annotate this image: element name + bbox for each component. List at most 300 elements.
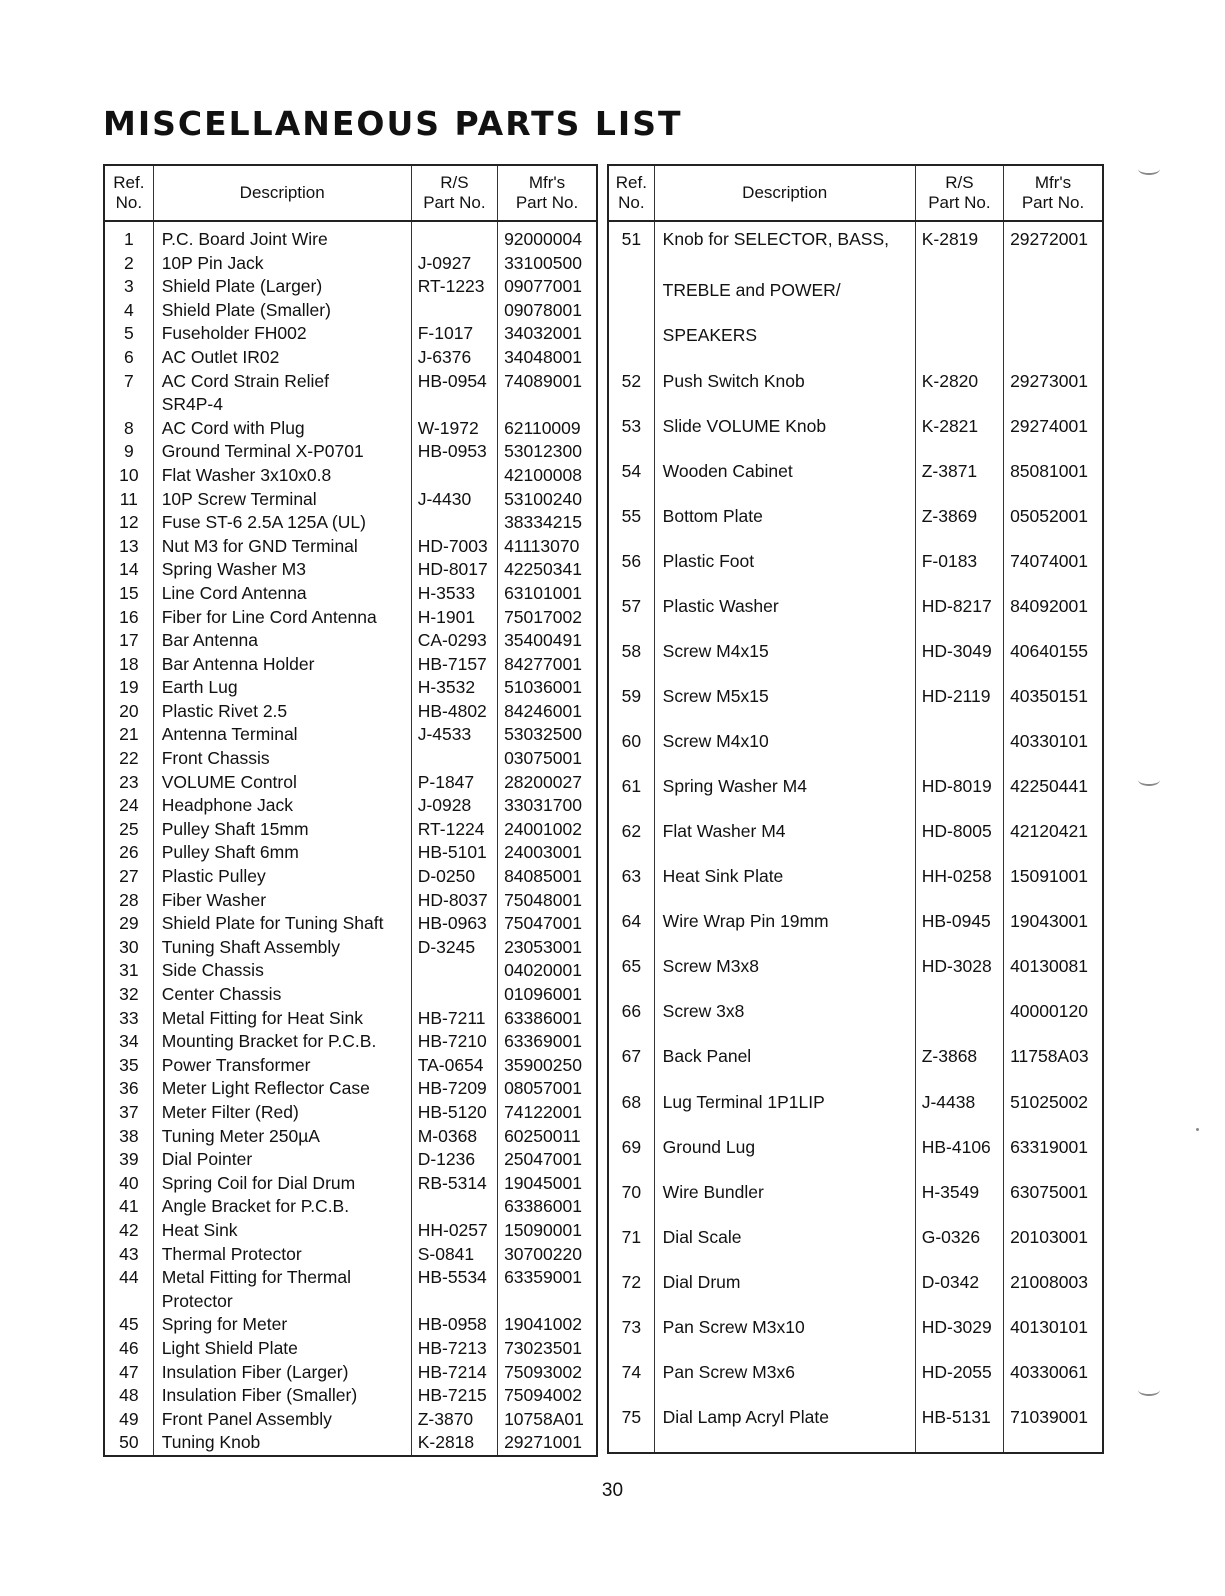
description-cell: Shield Plate (Larger): [153, 275, 411, 299]
ref-cell: 73: [621, 1316, 642, 1337]
table-row: [104, 221, 597, 252]
table-row: [608, 685, 1103, 730]
table-row: [104, 1266, 597, 1290]
scan-speck: [1196, 1128, 1199, 1131]
mfr-part-cell: 34048001: [498, 346, 597, 370]
description-cell: Pulley Shaft 6mm: [153, 841, 411, 865]
rs-part-cell: HB-0945: [915, 910, 1003, 955]
mfr-part-cell: 34032001: [498, 322, 597, 346]
description-cell: Insulation Fiber (Smaller): [153, 1384, 411, 1408]
table-row: [608, 595, 1103, 640]
rs-part-cell: J-4533: [411, 723, 497, 747]
ref-cell: 25: [119, 818, 139, 839]
mfr-part-cell: 53032500: [498, 723, 597, 747]
ref-cell: 28: [119, 889, 139, 910]
rs-part-cell: H-1901: [411, 606, 497, 630]
description-cell: Plastic Rivet 2.5: [153, 700, 411, 724]
table-row: [104, 1195, 597, 1219]
table-row: [608, 460, 1103, 505]
mfr-part-cell: 74089001: [498, 370, 597, 394]
table-row: [104, 464, 597, 488]
mfr-part-cell: 75017002: [498, 606, 597, 630]
header-ref-line1: Ref.: [113, 173, 145, 192]
ref-cell: 68: [621, 1091, 642, 1112]
ref-cell: 9: [123, 441, 134, 462]
ref-cell: 53: [621, 415, 642, 436]
empty-cell: [1004, 1451, 1103, 1453]
mfr-part-cell: 10758A01: [498, 1408, 597, 1432]
ref-cell: 20: [119, 700, 139, 721]
rs-part-cell: HB-0963: [411, 912, 497, 936]
rs-part-cell: HD-8017: [411, 558, 497, 582]
description-cell: AC Outlet IR02: [153, 346, 411, 370]
rs-part-cell: F-1017: [411, 322, 497, 346]
empty-cell: [498, 1455, 597, 1456]
table-row: [608, 820, 1103, 865]
mfr-part-cell: 09078001: [498, 299, 597, 323]
table-row: [104, 794, 597, 818]
mfr-part-cell: 40350151: [1004, 685, 1103, 730]
description-cell: Center Chassis: [153, 983, 411, 1007]
header-rs-line2: Part No.: [928, 193, 991, 212]
description-cell: Dial Scale: [654, 1226, 915, 1271]
rs-part-cell: HB-7213: [411, 1337, 497, 1361]
description-cell: Line Cord Antenna: [153, 582, 411, 606]
ref-cell: 39: [119, 1149, 139, 1170]
table-row: [608, 550, 1103, 595]
ref-cell: 1: [123, 229, 134, 249]
header-mfr-line1: Mfr's: [1034, 173, 1072, 192]
ref-cell: 47: [119, 1361, 139, 1382]
description-cell: Nut M3 for GND Terminal: [153, 535, 411, 559]
mfr-part-cell: 42100008: [498, 464, 597, 488]
description-cell: Tuning Meter 250µA: [153, 1125, 411, 1149]
rs-part-cell: HB-7211: [411, 1007, 497, 1031]
mfr-part-cell: 28200027: [498, 771, 597, 795]
ref-cell: 10: [119, 464, 139, 485]
table-row: [104, 841, 597, 865]
rs-part-cell: Z-3868: [915, 1045, 1003, 1090]
mfr-part-cell: 38334215: [498, 511, 597, 535]
description-cell: Plastic Foot: [654, 550, 915, 595]
parts-table-left-body: [104, 221, 597, 1456]
rs-part-cell: HH-0257: [411, 1219, 497, 1243]
mfr-part-cell: 19045001: [498, 1172, 597, 1196]
mfr-part-cell: 75094002: [498, 1384, 597, 1408]
table-row: [104, 511, 597, 535]
description-cell: Slide VOLUME Knob: [654, 415, 915, 460]
description-cell: Meter Filter (Red): [153, 1101, 411, 1125]
ref-cell: 65: [621, 956, 642, 977]
table-row: [104, 488, 597, 512]
mfr-part-cell: 23053001: [498, 936, 597, 960]
rs-part-cell: J-4438: [915, 1091, 1003, 1136]
ref-cell: 29: [119, 913, 139, 934]
ref-cell: 34: [119, 1031, 139, 1052]
description-cell: Spring Washer M4: [654, 775, 915, 820]
description-cell: Bottom Plate: [654, 505, 915, 550]
ref-cell: 66: [621, 1001, 642, 1022]
mfr-part-cell: 40330061: [1004, 1361, 1103, 1406]
description-cell: AC Cord with Plug: [153, 417, 411, 441]
rs-part-cell: H-3549: [915, 1181, 1003, 1226]
mfr-part-cell: 53100240: [498, 488, 597, 512]
mfr-part-cell: 75048001: [498, 889, 597, 913]
ref-cell: 7: [123, 370, 134, 391]
header-rs-part: [411, 165, 497, 221]
mfr-part-cell: 63101001: [498, 582, 597, 606]
mfr-part-cell: 03075001: [498, 747, 597, 771]
page-title: MISCELLANEOUS PARTS LIST: [103, 104, 683, 143]
mfr-part-cell: [498, 1290, 597, 1314]
rs-part-cell: HB-0958: [411, 1313, 497, 1337]
mfr-part-cell: 85081001: [1004, 460, 1103, 505]
rs-part-cell: [411, 393, 497, 417]
parts-table-left: [103, 164, 598, 1457]
rs-part-cell: S-0841: [411, 1243, 497, 1267]
ref-cell: 59: [621, 685, 642, 706]
ref-cell: 18: [119, 653, 139, 674]
table-row: [104, 1408, 597, 1432]
parts-table-right-body: [608, 221, 1103, 1453]
ref-cell: 13: [119, 535, 139, 556]
mfr-part-cell: 15091001: [1004, 865, 1103, 910]
table-filler-row: [608, 1451, 1103, 1453]
table-row: [104, 1431, 597, 1455]
table-row: [104, 299, 597, 323]
rs-part-cell: HB-0953: [411, 440, 497, 464]
description-cell: Bar Antenna Holder: [153, 653, 411, 677]
rs-part-cell: [411, 464, 497, 488]
mfr-part-cell: 29273001: [1004, 370, 1103, 415]
ref-cell: 54: [621, 460, 642, 481]
table-row: [104, 1030, 597, 1054]
mfr-part-cell: 33100500: [498, 252, 597, 276]
ref-cell: 70: [621, 1181, 642, 1202]
ref-cell: 72: [621, 1271, 642, 1292]
rs-part-cell: [411, 747, 497, 771]
table-row: [104, 653, 597, 677]
ref-cell: 16: [119, 606, 139, 627]
ref-cell: 51: [621, 229, 642, 249]
description-cell: Heat Sink: [153, 1219, 411, 1243]
table-row: [104, 771, 597, 795]
table-row: [104, 959, 597, 983]
rs-part-cell: K-2821: [915, 415, 1003, 460]
description-cell: Power Transformer: [153, 1054, 411, 1078]
rs-part-cell: RT-1223: [411, 275, 497, 299]
table-row: [608, 1406, 1103, 1451]
table-row: [104, 1148, 597, 1172]
table-row: [104, 1007, 597, 1031]
description-cell: Fuse ST-6 2.5A 125A (UL): [153, 511, 411, 535]
description-cell: Pan Screw M3x10: [654, 1316, 915, 1361]
table-row: [104, 1101, 597, 1125]
rs-part-cell: J-0928: [411, 794, 497, 818]
description-cell: Pan Screw M3x6: [654, 1361, 915, 1406]
table-row-continuation: [104, 393, 597, 417]
ref-cell: 71: [621, 1226, 642, 1247]
table-row: [104, 1337, 597, 1361]
binder-hole-mark: [1138, 774, 1160, 786]
table-row: [608, 865, 1103, 910]
table-row: [104, 275, 597, 299]
table-row-continuation: [608, 279, 1103, 324]
description-cell: Protector: [153, 1290, 411, 1314]
mfr-part-cell: 42120421: [1004, 820, 1103, 865]
mfr-part-cell: 33031700: [498, 794, 597, 818]
ref-cell: 31: [119, 960, 139, 981]
rs-part-cell: [411, 1290, 497, 1314]
description-cell: Spring for Meter: [153, 1313, 411, 1337]
description-cell: Tuning Shaft Assembly: [153, 936, 411, 960]
rs-part-cell: H-3532: [411, 676, 497, 700]
description-cell: Fuseholder FH002: [153, 322, 411, 346]
ref-cell: 26: [119, 842, 139, 863]
binder-hole-mark: [1138, 163, 1160, 175]
rs-part-cell: HB-5534: [411, 1266, 497, 1290]
description-cell: Lug Terminal 1P1LIP: [654, 1091, 915, 1136]
ref-cell: 36: [119, 1078, 139, 1099]
table-row: [608, 955, 1103, 1000]
mfr-part-cell: 40330101: [1004, 730, 1103, 775]
header-mfr-line2: Part No.: [1021, 193, 1085, 212]
rs-part-cell: G-0326: [915, 1226, 1003, 1271]
rs-part-cell: W-1972: [411, 417, 497, 441]
ref-cell: 38: [119, 1125, 139, 1146]
mfr-part-cell: 41113070: [498, 535, 597, 559]
mfr-part-cell: 42250441: [1004, 775, 1103, 820]
description-cell: Screw M3x8: [654, 955, 915, 1000]
description-cell: Headphone Jack: [153, 794, 411, 818]
description-cell: Spring Coil for Dial Drum: [153, 1172, 411, 1196]
table-row: [104, 1054, 597, 1078]
rs-part-cell: HH-0258: [915, 865, 1003, 910]
ref-cell: 6: [123, 346, 134, 367]
ref-cell: 2: [123, 252, 134, 273]
table-row: [104, 606, 597, 630]
rs-part-cell: HD-8005: [915, 820, 1003, 865]
ref-cell: 57: [621, 595, 642, 616]
table-row: [104, 417, 597, 441]
table-row: [104, 582, 597, 606]
description-cell: Back Panel: [654, 1045, 915, 1090]
description-cell: Antenna Terminal: [153, 723, 411, 747]
description-cell: Screw M4x10: [654, 730, 915, 775]
rs-part-cell: F-0183: [915, 550, 1003, 595]
description-cell: P.C. Board Joint Wire: [153, 221, 411, 252]
rs-part-cell: RB-5314: [411, 1172, 497, 1196]
ref-cell: 40: [119, 1172, 139, 1193]
rs-part-cell: K-2820: [915, 370, 1003, 415]
mfr-part-cell: 75093002: [498, 1361, 597, 1385]
mfr-part-cell: 40640155: [1004, 640, 1103, 685]
mfr-part-cell: [498, 393, 597, 417]
header-rs-line2: Part No.: [423, 193, 486, 212]
ref-cell: 3: [123, 276, 134, 297]
rs-part-cell: HB-7210: [411, 1030, 497, 1054]
ref-cell: 45: [119, 1314, 139, 1335]
rs-part-cell: HB-5120: [411, 1101, 497, 1125]
description-cell: Wooden Cabinet: [654, 460, 915, 505]
description-cell: Front Panel Assembly: [153, 1408, 411, 1432]
binder-hole-mark: [1138, 1384, 1160, 1396]
rs-part-cell: D-3245: [411, 936, 497, 960]
ref-cell: 55: [621, 505, 642, 526]
rs-part-cell: HD-3049: [915, 640, 1003, 685]
description-cell: Tuning Knob: [153, 1431, 411, 1455]
mfr-part-cell: [1004, 324, 1103, 369]
table-row: [104, 346, 597, 370]
rs-part-cell: K-2818: [411, 1431, 497, 1455]
table-row: [104, 1384, 597, 1408]
rs-part-cell: M-0368: [411, 1125, 497, 1149]
rs-part-cell: HD-3029: [915, 1316, 1003, 1361]
rs-part-cell: Z-3870: [411, 1408, 497, 1432]
table-row: [104, 535, 597, 559]
mfr-part-cell: 42250341: [498, 558, 597, 582]
parts-table-right: [607, 164, 1104, 1454]
mfr-part-cell: 40000120: [1004, 1000, 1103, 1045]
table-row: [608, 1316, 1103, 1361]
header-mfr-part: [498, 165, 597, 221]
header-row: [608, 165, 1103, 221]
mfr-part-cell: 74122001: [498, 1101, 597, 1125]
rs-part-cell: K-2819: [915, 221, 1003, 279]
description-cell: Shield Plate (Smaller): [153, 299, 411, 323]
rs-part-cell: [411, 959, 497, 983]
ref-cell: 4: [123, 299, 134, 320]
description-cell: Dial Lamp Acryl Plate: [654, 1406, 915, 1451]
mfr-part-cell: 92000004: [498, 221, 597, 252]
table-row: [608, 505, 1103, 550]
table-row: [608, 370, 1103, 415]
description-cell: Push Switch Knob: [654, 370, 915, 415]
table-row: [104, 1077, 597, 1101]
ref-cell: [104, 1290, 153, 1314]
empty-cell: [411, 1455, 497, 1456]
rs-part-cell: HB-7215: [411, 1384, 497, 1408]
table-row: [104, 676, 597, 700]
page-number: 30: [601, 1480, 624, 1501]
description-cell: SPEAKERS: [654, 324, 915, 369]
description-cell: Wire Bundler: [654, 1181, 915, 1226]
ref-cell: 11: [119, 488, 138, 509]
ref-cell: 33: [119, 1007, 139, 1028]
rs-part-cell: J-6376: [411, 346, 497, 370]
description-cell: Side Chassis: [153, 959, 411, 983]
table-row: [608, 640, 1103, 685]
mfr-part-cell: 63319001: [1004, 1136, 1103, 1181]
description-cell: Bar Antenna: [153, 629, 411, 653]
rs-part-cell: [411, 221, 497, 252]
rs-part-cell: P-1847: [411, 771, 497, 795]
mfr-part-cell: 29272001: [1004, 221, 1103, 279]
description-cell: Metal Fitting for Thermal: [153, 1266, 411, 1290]
description-cell: Ground Lug: [654, 1136, 915, 1181]
rs-part-cell: HD-8019: [915, 775, 1003, 820]
rs-part-cell: CA-0293: [411, 629, 497, 653]
mfr-part-cell: 19041002: [498, 1313, 597, 1337]
header-rs-part: [915, 165, 1003, 221]
mfr-part-cell: 35900250: [498, 1054, 597, 1078]
description-cell: Knob for SELECTOR, BASS,: [654, 221, 915, 279]
rs-part-cell: HB-5131: [915, 1406, 1003, 1451]
mfr-part-cell: 84085001: [498, 865, 597, 889]
mfr-part-cell: 53012300: [498, 440, 597, 464]
table-row: [104, 747, 597, 771]
table-row: [104, 1243, 597, 1267]
ref-cell: 64: [621, 911, 642, 932]
table-row-continuation: [608, 324, 1103, 369]
rs-part-cell: [411, 983, 497, 1007]
ref-cell: 8: [123, 417, 134, 438]
ref-cell: 69: [621, 1136, 642, 1157]
table-row: [608, 1361, 1103, 1406]
table-row: [608, 1091, 1103, 1136]
description-cell: TREBLE and POWER/: [654, 279, 915, 324]
empty-cell: [654, 1451, 915, 1453]
mfr-part-cell: 09077001: [498, 275, 597, 299]
ref-cell: 67: [621, 1046, 642, 1067]
mfr-part-cell: 29274001: [1004, 415, 1103, 460]
ref-cell: [608, 324, 654, 369]
header-mfr-line2: Part No.: [515, 193, 579, 212]
ref-cell: 32: [119, 984, 139, 1004]
mfr-part-cell: 63369001: [498, 1030, 597, 1054]
mfr-part-cell: 08057001: [498, 1077, 597, 1101]
table-row: [608, 1136, 1103, 1181]
rs-part-cell: TA-0654: [411, 1054, 497, 1078]
description-cell: Screw M5x15: [654, 685, 915, 730]
description-cell: VOLUME Control: [153, 771, 411, 795]
mfr-part-cell: 73023501: [498, 1337, 597, 1361]
rs-part-cell: [915, 730, 1003, 775]
mfr-part-cell: 25047001: [498, 1148, 597, 1172]
rs-part-cell: J-0927: [411, 252, 497, 276]
rs-part-cell: J-4430: [411, 488, 497, 512]
mfr-part-cell: 20103001: [1004, 1226, 1103, 1271]
ref-cell: 52: [621, 370, 642, 391]
mfr-part-cell: 40130101: [1004, 1316, 1103, 1361]
description-cell: 10P Pin Jack: [153, 252, 411, 276]
ref-cell: 5: [123, 323, 134, 344]
rs-part-cell: HB-5101: [411, 841, 497, 865]
header-ref: [608, 165, 654, 221]
rs-part-cell: RT-1224: [411, 818, 497, 842]
description-cell: Flat Washer M4: [654, 820, 915, 865]
table-row: [104, 983, 597, 1007]
ref-cell: 60: [621, 731, 642, 752]
ref-cell: 75: [621, 1406, 642, 1427]
description-cell: Fiber for Line Cord Antenna: [153, 606, 411, 630]
table-row: [104, 912, 597, 936]
description-cell: Spring Washer M3: [153, 558, 411, 582]
description-cell: Mounting Bracket for P.C.B.: [153, 1030, 411, 1054]
mfr-part-cell: 11758A03: [1004, 1045, 1103, 1090]
table-row: [104, 1219, 597, 1243]
rs-part-cell: HD-8217: [915, 595, 1003, 640]
mfr-part-cell: [1004, 279, 1103, 324]
ref-cell: 17: [119, 630, 139, 651]
mfr-part-cell: 01096001: [498, 983, 597, 1007]
table-row: [608, 1181, 1103, 1226]
rs-part-cell: H-3533: [411, 582, 497, 606]
header-mfr-line1: Mfr's: [528, 173, 566, 192]
mfr-part-cell: 05052001: [1004, 505, 1103, 550]
header-ref-line1: Ref.: [615, 173, 647, 192]
mfr-part-cell: 62110009: [498, 417, 597, 441]
